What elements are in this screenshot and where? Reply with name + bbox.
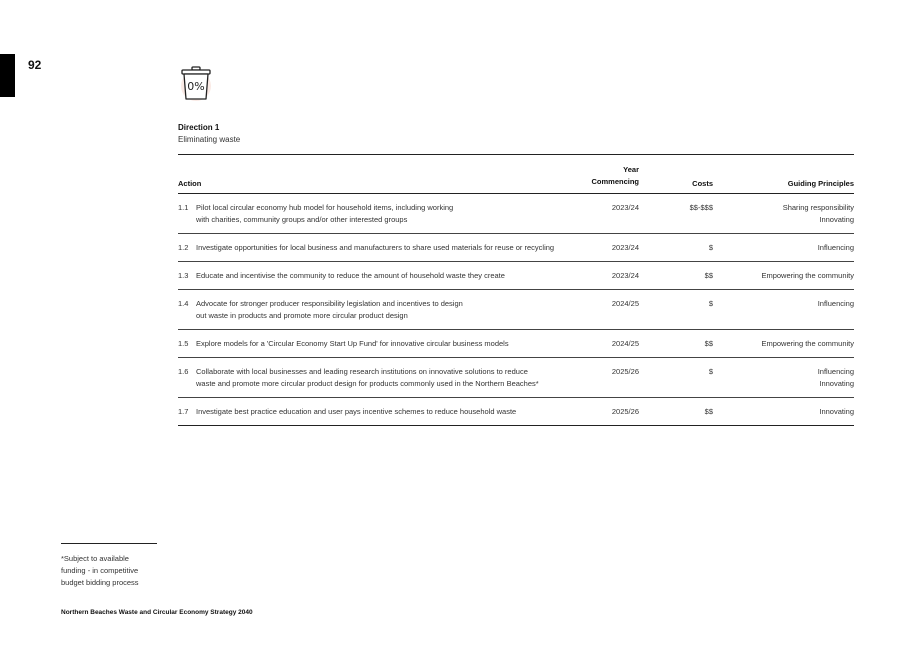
page-edge-tab	[0, 54, 15, 97]
row-cost: $$-$$$	[689, 203, 713, 212]
header-year-line1: Year	[623, 165, 639, 174]
row-principle-2: Innovating	[819, 215, 854, 224]
row-action-line1: Advocate for stronger producer responsibility legislation and incentives to design	[196, 299, 463, 308]
document-footer: Northern Beaches Waste and Circular Economy Strategy 2040	[61, 609, 253, 616]
row-action-line1: Explore models for a 'Circular Economy Start Up Fund' for innovative circular business models	[196, 339, 509, 348]
row-year: 2024/25	[611, 339, 639, 348]
row-cost: $	[708, 299, 713, 308]
direction-title: Direction 1	[178, 123, 220, 132]
row-cost: $$	[704, 271, 713, 280]
row-action	[196, 202, 606, 226]
bin-icon	[178, 63, 214, 103]
direction-subtitle: Eliminating waste	[178, 135, 241, 144]
row-principle-1: Influencing	[817, 299, 854, 308]
row-action-line1: Collaborate with local businesses and leading research institutions on innovative solutions to reduce	[196, 367, 528, 376]
row-principle-2: Innovating	[819, 379, 854, 388]
row-principle-1: Influencing	[817, 367, 854, 376]
row-principles	[819, 406, 854, 418]
row-principles	[761, 338, 854, 350]
row-principle-1: Empowering the community	[761, 271, 854, 280]
header-action: Action	[178, 179, 202, 188]
row-year: 2023/24	[611, 243, 639, 252]
row-action	[196, 366, 606, 390]
row-year: 2023/24	[611, 271, 639, 280]
row-cost: $	[708, 367, 713, 376]
footnote-line2: funding - in competitive	[61, 566, 139, 575]
row-action	[196, 406, 606, 418]
row-principles	[761, 270, 854, 282]
row-action-line2: waste and promote more circular product design for products commonly used in the Northern Beaches*	[196, 379, 539, 388]
row-principles	[818, 298, 854, 310]
row-year: 2025/26	[611, 367, 639, 376]
row-cost: $$	[704, 339, 713, 348]
footnote	[61, 553, 171, 589]
row-number: 1.4	[178, 299, 189, 308]
footnote-line3: budget bidding process	[61, 578, 139, 587]
header-year	[591, 164, 639, 188]
row-year: 2025/26	[611, 407, 639, 416]
row-principle-1: Sharing responsibility	[782, 203, 854, 212]
row-cost: $	[708, 243, 713, 252]
row-principle-1: Influencing	[817, 243, 854, 252]
footnote-rule	[61, 543, 157, 544]
table-row	[178, 358, 854, 398]
row-action	[196, 338, 606, 350]
table-row	[178, 290, 854, 330]
row-action	[196, 298, 606, 322]
table-row	[178, 194, 854, 234]
row-action	[196, 270, 606, 282]
page-number: 92	[28, 58, 42, 72]
row-year: 2023/24	[611, 203, 639, 212]
row-action	[196, 242, 606, 254]
table-row	[178, 234, 854, 262]
row-cost: $$	[704, 407, 713, 416]
header-costs: Costs	[692, 179, 713, 188]
row-principles	[818, 242, 854, 254]
row-number: 1.2	[178, 243, 189, 252]
table-row	[178, 330, 854, 358]
row-action-line1: Investigate best practice education and user pays incentive schemes to reduce household waste	[196, 407, 517, 416]
footnote-line1: *Subject to available	[61, 554, 129, 563]
row-principle-1: Empowering the community	[761, 339, 854, 348]
row-action-line1: Pilot local circular economy hub model for household items, including working	[196, 203, 454, 212]
row-year: 2024/25	[611, 299, 639, 308]
row-action-line1: Investigate opportunities for local business and manufacturers to share used materials for reuse or recycling	[196, 243, 555, 252]
row-principles	[818, 366, 854, 390]
row-action-line2: with charities, community groups and/or other interested groups	[196, 215, 408, 224]
table-row	[178, 262, 854, 290]
header-guiding-principles: Guiding Principles	[787, 179, 854, 188]
bin-label: 0%	[187, 80, 205, 93]
table-row	[178, 398, 854, 426]
row-number: 1.7	[178, 407, 189, 416]
table-header	[178, 155, 854, 194]
row-principle-1: Innovating	[819, 407, 854, 416]
header-year-line2: Commencing	[591, 177, 639, 186]
row-principles	[783, 202, 854, 226]
row-number: 1.5	[178, 339, 189, 348]
direction-heading	[178, 122, 240, 146]
row-number: 1.1	[178, 203, 189, 212]
actions-table	[178, 154, 854, 426]
row-action-line2: out waste in products and promote more circular product design	[196, 311, 408, 320]
row-number: 1.3	[178, 271, 189, 280]
row-number: 1.6	[178, 367, 189, 376]
row-action-line1: Educate and incentivise the community to reduce the amount of household waste they create	[196, 271, 505, 280]
